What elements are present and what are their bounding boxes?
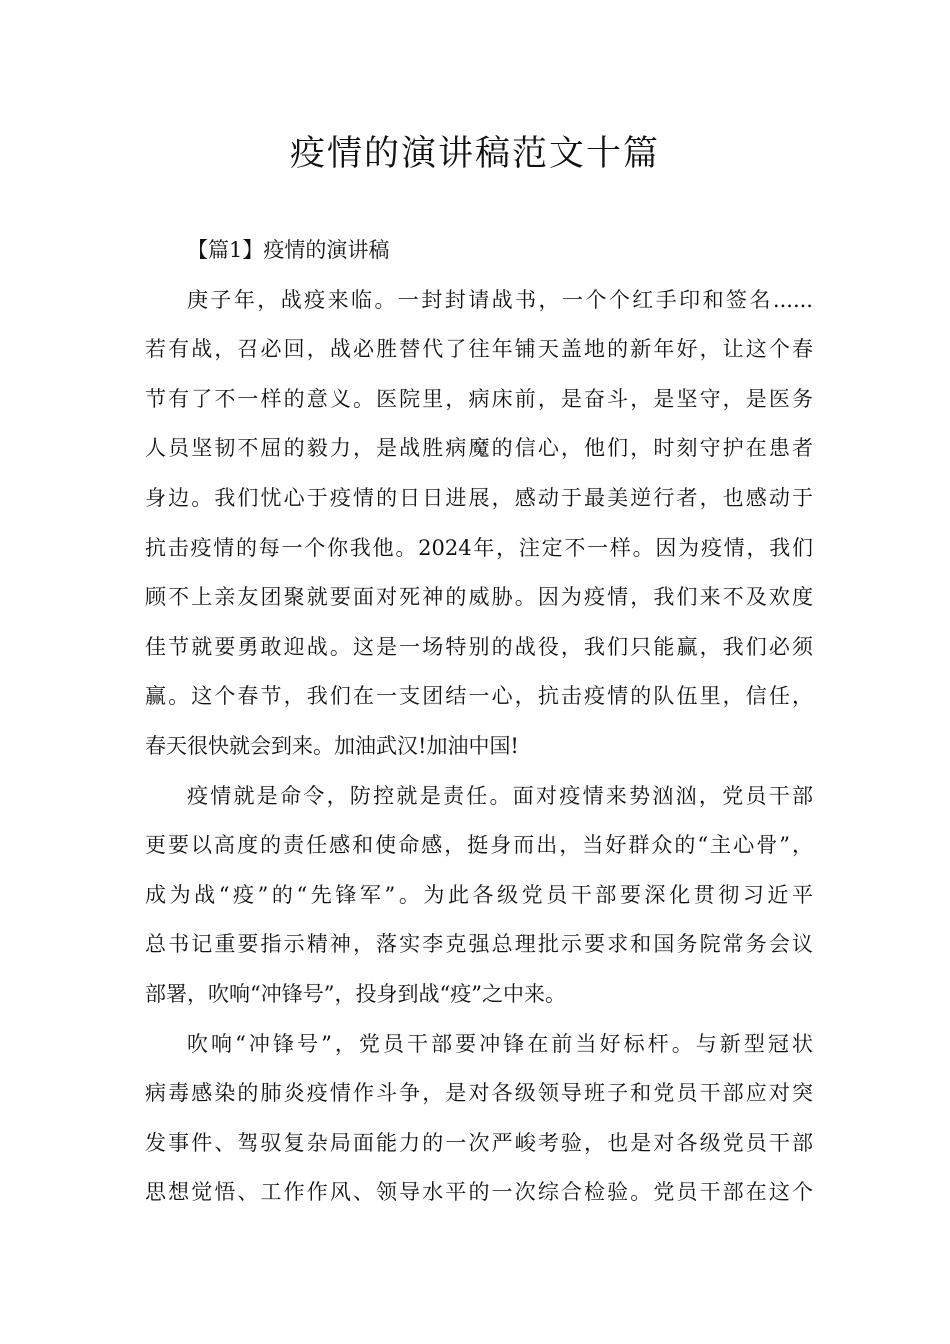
paragraph-line: 人员坚韧不屈的毅力，是战胜病魔的信心，他们，时刻守护在患者 bbox=[145, 436, 813, 461]
paragraph-line: 疫情就是命令，防控就是责任。面对疫情来势汹汹，党员干部 bbox=[187, 783, 813, 808]
paragraph-line: 总书记重要指示精神，落实李克强总理批示要求和国务院常务会议 bbox=[145, 932, 813, 957]
paragraph-line: 若有战，召必回，战必胜替代了往年铺天盖地的新年好，让这个春 bbox=[145, 337, 813, 362]
paragraph-line: 身边。我们忧心于疫情的日日进展，感动于最美逆行者，也感动于 bbox=[145, 485, 813, 510]
section-heading: 【篇1】疫情的演讲稿 bbox=[187, 238, 390, 262]
paragraph-line: 顾不上亲友团聚就要面对死神的威胁。因为疫情，我们来不及欢度 bbox=[145, 585, 813, 610]
paragraph-1 bbox=[145, 276, 813, 772]
paragraph-line: 庚子年，战疫来临。一封封请战书，一个个红手印和签名...... bbox=[187, 287, 813, 312]
paragraph-line: 更要以高度的责任感和使命感，挺身而出，当好群众的“主心骨”， bbox=[145, 833, 813, 858]
paragraph-line: 部署，吹响“冲锋号”，投身到战“疫”之中来。 bbox=[145, 981, 566, 1006]
paragraph-line: 成为战“疫”的“先锋军”。为此各级党员干部要深化贯彻习近平 bbox=[145, 882, 813, 907]
paragraph-line: 病毒感染的肺炎疫情作斗争，是对各级领导班子和党员干部应对突 bbox=[145, 1081, 813, 1106]
paragraph-line: 抗击疫情的每一个你我他。2024年，注定不一样。因为疫情，我们 bbox=[145, 535, 813, 560]
paragraph-line: 吹响“冲锋号”，党员干部要冲锋在前当好标杆。与新型冠状 bbox=[187, 1031, 813, 1056]
paragraph-line: 发事件、驾驭复杂局面能力的一次严峻考验，也是对各级党员干部 bbox=[145, 1130, 813, 1155]
document-body bbox=[145, 226, 813, 1218]
paragraph-2 bbox=[145, 772, 813, 1020]
paragraph-line: 赢。这个春节，我们在一支团结一心，抗击疫情的队伍里，信任， bbox=[145, 684, 813, 709]
document-title: 疫情的演讲稿范文十篇 bbox=[289, 134, 660, 174]
paragraph-3 bbox=[145, 1020, 813, 1218]
paragraph-line: 春天很快就会到来。加油武汉!加油中国! bbox=[145, 733, 519, 758]
paragraph-line: 思想觉悟、工作作风、领导水平的一次综合检验。党员干部在这个 bbox=[145, 1180, 813, 1205]
paragraph-line: 佳节就要勇敢迎战。这是一场特别的战役，我们只能赢，我们必须 bbox=[145, 634, 813, 659]
paragraph-line: 节有了不一样的意义。医院里，病床前，是奋斗，是坚守，是医务 bbox=[145, 386, 813, 411]
